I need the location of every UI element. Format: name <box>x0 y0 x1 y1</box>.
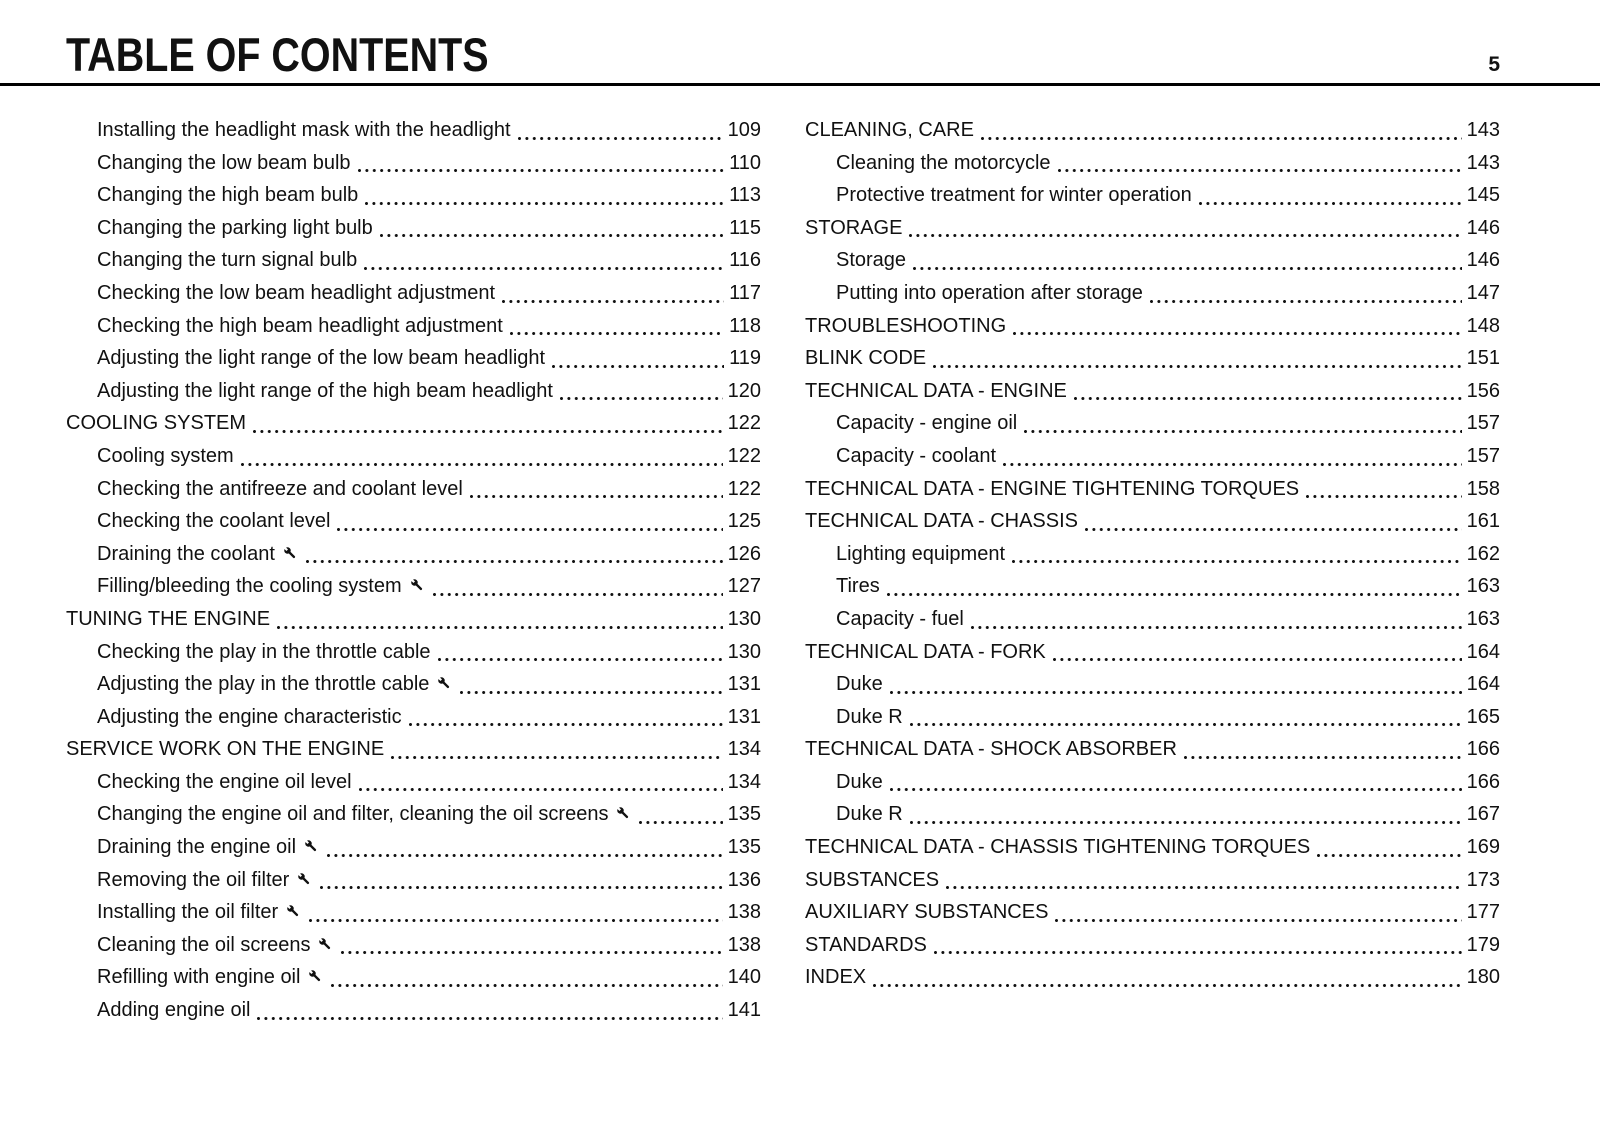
dot-leader <box>913 267 1462 270</box>
dot-leader <box>380 234 724 237</box>
toc-entry-label: Adjusting the light range of the low beam headlight <box>97 347 546 370</box>
toc-entry-label: Filling/bleeding the cooling system <box>97 570 426 603</box>
toc-entry-label: Draining the engine oil <box>97 831 320 864</box>
toc-entry <box>66 342 761 375</box>
toc-entry-label: Checking the low beam headlight adjustment <box>97 281 496 304</box>
toc-entry-page: 110 <box>729 151 761 174</box>
toc-entry-label: Checking the coolant level <box>97 510 331 533</box>
toc-entry-page: 173 <box>1466 868 1500 891</box>
toc-entry-page: 109 <box>727 119 761 141</box>
toc-entry <box>66 212 761 245</box>
toc-entry <box>66 244 761 277</box>
dot-leader <box>327 854 723 857</box>
toc-entry-label: TECHNICAL DATA - SHOCK ABSORBER <box>805 738 1177 761</box>
toc-entry <box>805 929 1500 962</box>
dot-leader <box>433 593 723 596</box>
dot-leader <box>1317 854 1461 857</box>
toc-entry-label: BLINK CODE <box>805 347 927 370</box>
toc-entry-label: STANDARDS <box>805 933 927 956</box>
toc-entry-label: Checking the high beam headlight adjustment <box>97 314 503 337</box>
dot-leader <box>910 723 1462 726</box>
toc-entry-label: Checking the play in the throttle cable <box>97 640 431 663</box>
toc-entry-label: Putting into operation after storage <box>836 281 1143 304</box>
toc-entry-page: 147 <box>1466 281 1500 304</box>
toc-entry-page: 165 <box>1466 705 1500 728</box>
toc-column-left <box>66 114 761 1027</box>
toc-entry-label: Adding engine oil <box>97 999 251 1022</box>
toc-entry-label: Tires <box>836 575 880 598</box>
dot-leader <box>309 919 722 922</box>
toc-entry-label: SUBSTANCES <box>805 868 940 891</box>
toc-entry-label: CLEANING, CARE <box>805 119 974 141</box>
wrench-icon <box>608 798 632 831</box>
dot-leader <box>1053 658 1462 661</box>
toc-entry-label: Adjusting the light range of the high beam headlight <box>97 379 553 402</box>
toc-entry <box>66 766 761 799</box>
dot-leader <box>518 137 723 140</box>
toc-entry-page: 135 <box>727 803 761 826</box>
toc-entry <box>805 375 1500 408</box>
toc-entry <box>805 603 1500 636</box>
dot-leader <box>971 626 1462 629</box>
dot-leader <box>391 756 722 759</box>
dot-leader <box>460 691 722 694</box>
dot-leader <box>887 593 1462 596</box>
toc-entry <box>66 407 761 440</box>
toc-entry <box>66 505 761 538</box>
toc-entry-page: 113 <box>729 184 761 207</box>
toc-entry-label: Protective treatment for winter operation <box>836 184 1192 207</box>
toc-entry <box>805 342 1500 375</box>
dot-leader <box>438 658 723 661</box>
toc-entry <box>805 505 1500 538</box>
toc-entry-label: Capacity - fuel <box>836 607 964 630</box>
toc-entry-page: 134 <box>727 770 761 793</box>
dot-leader <box>873 984 1462 987</box>
toc-entry-label: Duke R <box>836 705 903 728</box>
page-number: 5 <box>1488 53 1500 76</box>
dot-leader <box>1074 397 1462 400</box>
dot-leader <box>639 821 722 824</box>
wrench-icon <box>289 864 313 897</box>
toc-entry-page: 125 <box>727 510 761 533</box>
dot-leader <box>890 691 1462 694</box>
toc-entry-page: 156 <box>1466 379 1500 402</box>
toc-entry <box>805 244 1500 277</box>
toc-entry-page: 167 <box>1466 803 1500 826</box>
dot-leader <box>1058 169 1462 172</box>
toc-entry-label: TUNING THE ENGINE <box>66 607 271 630</box>
toc-entry-label: Refilling with engine oil <box>97 961 324 994</box>
toc-entry-page: 134 <box>727 738 761 761</box>
toc-entry-page: 145 <box>1466 184 1500 207</box>
dot-leader <box>409 723 723 726</box>
toc-entry-label: Changing the low beam bulb <box>97 151 351 174</box>
toc-entry-page: 126 <box>727 542 761 565</box>
wrench-icon <box>310 929 334 962</box>
toc-entry <box>66 179 761 212</box>
toc-entry <box>805 701 1500 734</box>
toc-entry <box>805 440 1500 473</box>
toc-entry <box>66 668 761 701</box>
dot-leader <box>320 886 722 889</box>
dot-leader <box>1003 463 1462 466</box>
toc-entry <box>66 961 761 994</box>
toc-entry-label: Storage <box>836 249 907 272</box>
toc-entry-label: STORAGE <box>805 216 903 239</box>
toc-entry-label: Cooling system <box>97 444 234 467</box>
toc-entry <box>805 668 1500 701</box>
dot-leader <box>933 365 1461 368</box>
dot-leader <box>470 495 723 498</box>
toc-entry <box>66 310 761 343</box>
dot-leader <box>909 234 1461 237</box>
toc-entry <box>805 733 1500 766</box>
toc-entry-label: SERVICE WORK ON THE ENGINE <box>66 738 385 761</box>
toc-entry-label: Changing the parking light bulb <box>97 216 373 239</box>
toc-entry-label: Adjusting the engine characteristic <box>97 705 402 728</box>
toc-entry <box>805 961 1500 994</box>
toc-entry-label: TECHNICAL DATA - CHASSIS TIGHTENING TORQUES <box>805 836 1311 859</box>
dot-leader <box>337 528 722 531</box>
toc-entry-label: TECHNICAL DATA - CHASSIS <box>805 510 1079 533</box>
page-header <box>0 0 1600 86</box>
toc-entry-page: 131 <box>727 673 761 696</box>
dot-leader <box>365 202 724 205</box>
toc-entry-label: Checking the antifreeze and coolant level <box>97 477 463 500</box>
toc-entry-label: Duke <box>836 673 883 696</box>
toc-entry <box>66 929 761 962</box>
dot-leader <box>934 951 1462 954</box>
dot-leader <box>1150 300 1462 303</box>
toc-entry-page: 146 <box>1466 216 1500 239</box>
toc-entry-label: COOLING SYSTEM <box>66 412 247 435</box>
wrench-icon <box>429 668 453 701</box>
toc-entry-label: Changing the high beam bulb <box>97 184 359 207</box>
dot-leader <box>358 169 725 172</box>
toc-entry-label: Installing the oil filter <box>97 896 302 929</box>
dot-leader <box>1306 495 1461 498</box>
dot-leader <box>1012 560 1462 563</box>
toc-entry-page: 141 <box>727 999 761 1022</box>
toc-entry-page: 158 <box>1466 477 1500 500</box>
toc-entry-page: 117 <box>729 281 761 304</box>
toc-entry-page: 169 <box>1466 836 1500 859</box>
dot-leader <box>890 788 1462 791</box>
dot-leader <box>510 332 724 335</box>
toc-entry <box>805 473 1500 506</box>
dot-leader <box>253 430 723 433</box>
toc-entry-page: 157 <box>1466 444 1500 467</box>
toc-column-right <box>805 114 1500 1027</box>
toc-entry-label: TECHNICAL DATA - FORK <box>805 640 1046 663</box>
toc-entry <box>66 538 761 571</box>
toc-entry-page: 166 <box>1466 738 1500 761</box>
toc-entry <box>805 277 1500 310</box>
toc-entry <box>66 896 761 929</box>
toc-entry <box>66 994 761 1027</box>
toc-entry-page: 116 <box>729 249 761 272</box>
dot-leader <box>1013 332 1461 335</box>
wrench-icon <box>300 961 324 994</box>
toc-entry-page: 138 <box>727 901 761 924</box>
toc-entry <box>66 733 761 766</box>
toc-entry-page: 179 <box>1466 933 1500 956</box>
wrench-icon <box>275 538 299 571</box>
toc-entry <box>66 440 761 473</box>
toc-entry-page: 161 <box>1466 510 1500 533</box>
toc-entry <box>805 766 1500 799</box>
toc-entry-page: 119 <box>729 347 761 370</box>
toc-entry-page: 131 <box>727 705 761 728</box>
toc-entry <box>66 831 761 864</box>
toc-entry <box>66 701 761 734</box>
toc-entry-page: 135 <box>727 836 761 859</box>
toc-entry-label: Installing the headlight mask with the headlight <box>97 119 511 141</box>
dot-leader <box>910 821 1462 824</box>
toc-entry-label: Checking the engine oil level <box>97 770 352 793</box>
toc-entry-page: 177 <box>1466 901 1500 924</box>
toc-entry <box>66 603 761 636</box>
toc-entry-page: 127 <box>727 575 761 598</box>
toc-entry-page: 143 <box>1466 151 1500 174</box>
toc-entry-page: 122 <box>727 412 761 435</box>
toc-entry <box>66 473 761 506</box>
dot-leader <box>341 951 722 954</box>
toc-entry-page: 122 <box>727 444 761 467</box>
toc-entry-page: 136 <box>727 868 761 891</box>
dot-leader <box>359 788 723 791</box>
toc-entry <box>805 179 1500 212</box>
toc-entry-page: 146 <box>1466 249 1500 272</box>
toc-entry <box>805 831 1500 864</box>
dot-leader <box>552 365 724 368</box>
toc-entry <box>66 864 761 897</box>
toc-entry-page: 120 <box>727 379 761 402</box>
toc-entry-label: TECHNICAL DATA - ENGINE <box>805 379 1067 402</box>
toc-entry <box>66 277 761 310</box>
toc-entry-page: 180 <box>1466 966 1500 989</box>
toc-entry-page: 118 <box>729 314 761 337</box>
toc-entry-label: Changing the engine oil and filter, cleaning the oil screens <box>97 798 632 831</box>
toc-entry-page: 115 <box>729 216 761 239</box>
toc-entry-page: 162 <box>1466 542 1500 565</box>
dot-leader <box>331 984 722 987</box>
dot-leader <box>241 463 723 466</box>
toc-entry-page: 166 <box>1466 770 1500 793</box>
dot-leader <box>1055 919 1461 922</box>
dot-leader <box>502 300 724 303</box>
toc-entry <box>805 147 1500 180</box>
toc-entry <box>805 798 1500 831</box>
toc-entry-label: Capacity - engine oil <box>836 412 1018 435</box>
toc-entry-page: 148 <box>1466 314 1500 337</box>
wrench-icon <box>402 570 426 603</box>
wrench-icon <box>278 896 302 929</box>
toc-entry-label: Cleaning the oil screens <box>97 929 334 962</box>
toc-entry-page: 122 <box>727 477 761 500</box>
toc-entry <box>805 407 1500 440</box>
toc-entry <box>66 636 761 669</box>
table-of-contents <box>0 86 1600 1027</box>
toc-entry <box>66 147 761 180</box>
toc-entry-page: 164 <box>1466 640 1500 663</box>
toc-entry-page: 157 <box>1466 412 1500 435</box>
toc-entry-page: 143 <box>1466 119 1500 141</box>
page-title: TABLE OF CONTENTS <box>66 28 489 81</box>
dot-leader <box>1085 528 1462 531</box>
dot-leader <box>1199 202 1462 205</box>
toc-entry <box>805 310 1500 343</box>
toc-entry-label: Duke <box>836 770 883 793</box>
dot-leader <box>277 626 723 629</box>
toc-entry-label: Removing the oil filter <box>97 864 313 897</box>
toc-entry-page: 163 <box>1466 607 1500 630</box>
toc-entry-label: Changing the turn signal bulb <box>97 249 358 272</box>
toc-entry-page: 130 <box>727 607 761 630</box>
toc-entry-label: Draining the coolant <box>97 538 299 571</box>
toc-entry <box>66 375 761 408</box>
toc-entry <box>805 114 1500 147</box>
toc-entry <box>805 212 1500 245</box>
dot-leader <box>1184 756 1462 759</box>
toc-entry <box>805 570 1500 603</box>
toc-entry-page: 164 <box>1466 673 1500 696</box>
toc-entry-label: Duke R <box>836 803 903 826</box>
toc-entry-page: 163 <box>1466 575 1500 598</box>
dot-leader <box>981 137 1462 140</box>
toc-entry-label: TECHNICAL DATA - ENGINE TIGHTENING TORQUES <box>805 477 1300 500</box>
toc-entry-label: AUXILIARY SUBSTANCES <box>805 901 1049 924</box>
toc-entry-label: Lighting equipment <box>836 542 1006 565</box>
dot-leader <box>306 560 723 563</box>
toc-entry <box>805 896 1500 929</box>
toc-entry-label: Cleaning the motorcycle <box>836 151 1051 174</box>
toc-entry <box>805 864 1500 897</box>
toc-entry-page: 138 <box>727 933 761 956</box>
toc-entry-label: Capacity - coolant <box>836 444 997 467</box>
toc-entry-page: 140 <box>727 966 761 989</box>
dot-leader <box>1024 430 1461 433</box>
toc-entry <box>805 636 1500 669</box>
toc-entry <box>66 570 761 603</box>
dot-leader <box>364 267 724 270</box>
toc-entry <box>66 798 761 831</box>
dot-leader <box>946 886 1462 889</box>
toc-entry-page: 130 <box>727 640 761 663</box>
dot-leader <box>257 1017 722 1020</box>
toc-entry-label: INDEX <box>805 966 867 989</box>
dot-leader <box>560 397 723 400</box>
toc-entry-label: TROUBLESHOOTING <box>805 314 1007 337</box>
toc-entry-label: Adjusting the play in the throttle cable <box>97 668 453 701</box>
toc-entry-page: 151 <box>1466 347 1500 370</box>
toc-entry <box>66 114 761 147</box>
toc-entry <box>805 538 1500 571</box>
wrench-icon <box>296 831 320 864</box>
